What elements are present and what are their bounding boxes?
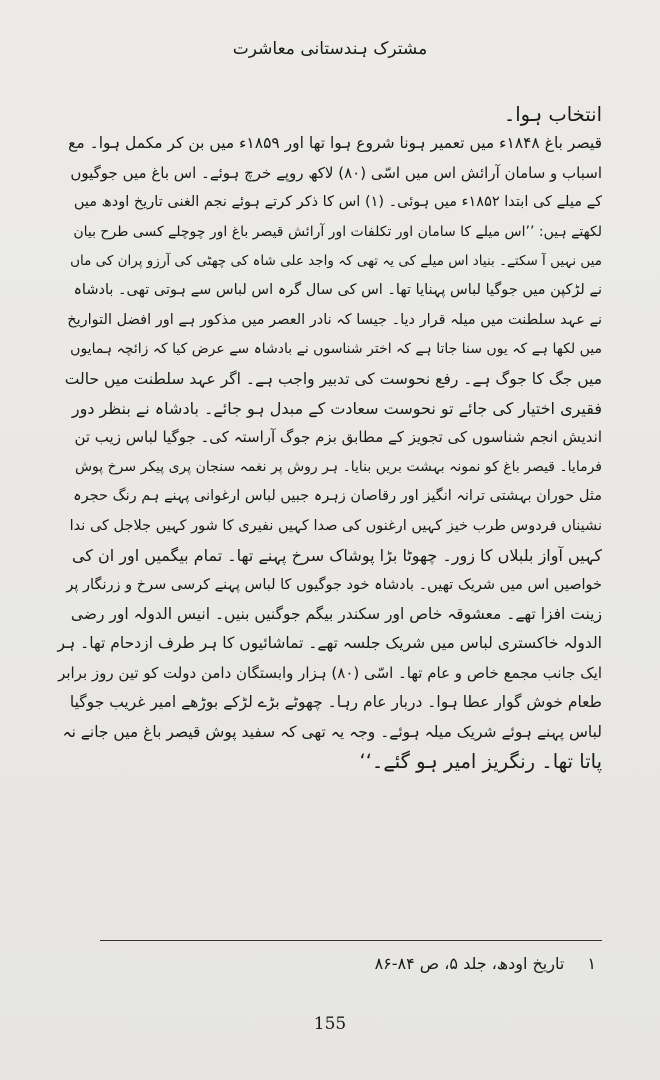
body-line: قیصر باغ ۱۸۴۸ء میں تعمیر ہونا شروع ہوا تھا اور ۱۸۵۹ء میں بن کر مکمل ہوا۔ مع [68,134,602,153]
body-line: اسباب و سامان آرائش اس میں اسّی (۸۰) لاکھ روپے خرچ ہوئے۔ اس باغ میں جوگیوں [70,163,602,182]
body-line: نے عہد سلطنت میں میلہ قرار دیا۔ جیسا کہ نادر العصر میں مذکور ہے اور افضل التواریخ [67,311,602,328]
body-line: الدولہ خاکستری لباس میں شریک جلسہ تھے۔ تماشائیوں کا ہر طرف ازدحام تھا۔ ہر [57,634,602,653]
body-line: نے لڑکپن میں جوگیا لباس پہنایا تھا۔ اس کی سال گرہ اس لباس سے ہوتی تھی۔ بادشاہ [73,282,602,299]
body-line: زینت افزا تھے۔ معشوقہ خاص اور سکندر بیگم جوگنیں بنیں۔ انیس الدولہ اور رضی [70,604,602,623]
body-line: میں نہیں آ سکتے۔ بنیاد اس میلے کی یہ تھی کہ واجد علی شاہ کی چھٹی کی آرزو پران کی ماں [70,253,602,270]
body-line: فرمایا۔ قیصر باغ کو نمونہ بہشت بریں بنایا۔ ہر روش پر نغمہ سنجان پری پیکر سرخ پوش [74,458,602,475]
body-line: لباس پہنے ہوئے شریک میلہ ہوئے۔ وجہ یہ تھی کہ سفید پوش قیصر باغ میں جانے نہ [62,722,602,741]
page-number: 155 [313,1014,347,1034]
body-text [58,100,602,776]
body-line: لکھتے ہیں: ’’اس میلے کا سامان اور تکلفات اور آرائش قیصر باغ اور چوچلے کسی طرح بیان [73,223,602,240]
body-line: میں جگ کا جوگ ہے۔ رفع نحوست کی تدبیر واجب ہے۔ اگر عہد سلطنت میں حالت [64,369,602,388]
body-line: اندیش انجم شناسوں کی تجویز کے مطابق بزم جوگ آراستہ کی۔ جوگیا لباس زیب تن [74,428,602,447]
body-line: انتخاب ہوا۔ [503,103,602,126]
body-line: مثل حوران بہشتی ترانہ انگیز اور رقاصان زہرہ جبیں لباس ارغوانی پہنے ہم رنگ حجرہ [73,488,602,505]
body-line: فقیری اختیار کی جائے تو نحوست سعادت کے مبدل ہو جائے۔ بادشاہ نے بنظر دور [71,399,602,419]
body-line: پاتا تھا۔ رنگریز امیر ہو گئے۔‘‘ [359,749,602,773]
footnote-marker: ۱ [587,954,596,973]
body-line: کہیں آواز بلبلاں کا زور۔ چھوٹا بڑا پوشاک سرخ پہنے تھا۔ تمام بیگمیں اور ان کی [71,546,602,566]
body-line: میں لکھا ہے کہ یوں سنا جاتا ہے کہ اختر شناسوں نے بادشاہ سے عرض کیا کہ زائچہ ہمایوں [70,341,602,358]
body-line: نشیناں فردوس طرب خیز کہیں ارغنوں کی صدا کہیں نفیری کا شور کہیں جلاجل کی ندا [69,517,602,534]
running-header: مشترک ہندستانی معاشرت [232,39,428,59]
footnote [100,952,596,976]
body-line: طعام خوش گوار عطا ہوا۔ دربار عام رہا۔ چھوٹے بڑے لڑکے بوڑھے امیر غریب جوگیا [69,693,602,712]
body-line: خواصیں اس میں شریک تھیں۔ بادشاہ خود جوگیوں کا لباس پہنے کرسی سرخ و زرنگار پر [66,576,602,593]
body-line: کے میلے کی ابتدا ۱۸۵۲ء میں ہوئی۔ (۱) اس کا ذکر کرتے ہوئے نجم الغنی تاریخ اودھ میں [73,194,602,211]
footnote-divider [100,940,602,941]
body-line: ایک جانب مجمع خاص و عام تھا۔ اسّی (۸۰) ہزار وابستگان دامن دولت کو تین روز برابر [58,663,602,682]
footnote-text: تاریخ اودھ، جلد ۵، ص ۸۴-۸۶ [374,954,565,973]
